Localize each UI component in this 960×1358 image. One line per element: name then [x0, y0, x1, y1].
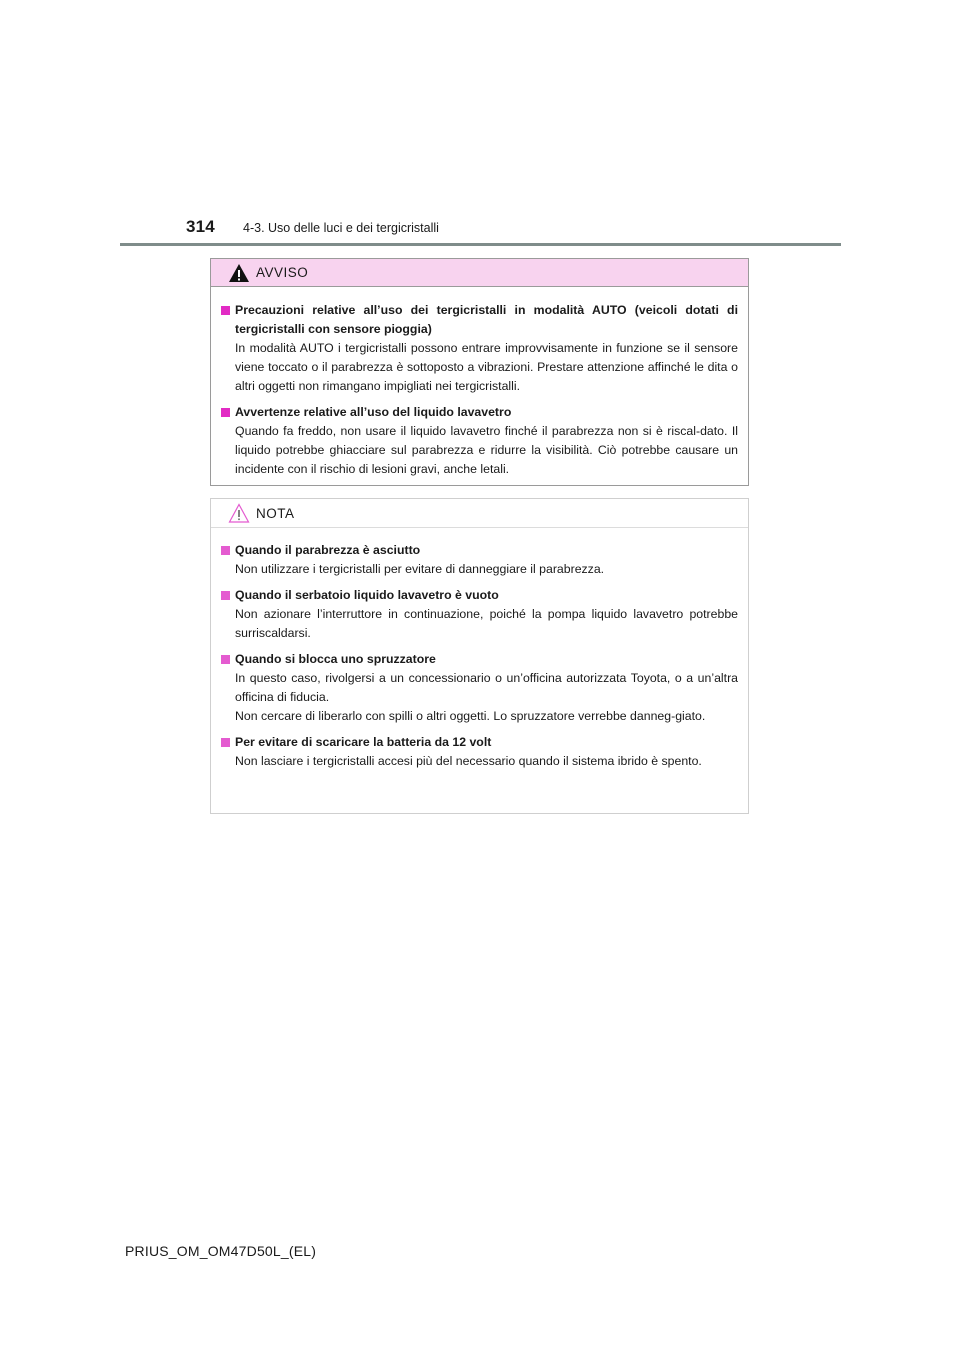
list-item: [219, 541, 738, 579]
item-text: Non utilizzare i tergicristalli per evitare di danneggiare il parabrezza.: [235, 562, 605, 576]
square-bullet-icon: [221, 738, 230, 747]
warning-box-header: [211, 259, 748, 287]
item-text-para: In questo caso, rivolgersi a un concessionario o un’officina autorizzata Toyota, o a un’altra officina di fiducia.: [235, 671, 738, 704]
header-divider: [120, 243, 841, 246]
item-heading: Per evitare di scaricare la batteria da 12 volt: [235, 735, 492, 749]
list-item: [219, 403, 738, 479]
item-text: Non lasciare i tergicristalli accesi più del necessario quando il sistema ibrido è spento.: [235, 754, 702, 768]
document-code: PRIUS_OM_OM47D50L_(EL): [125, 1243, 317, 1259]
item-heading: Quando il parabrezza è asciutto: [235, 543, 421, 557]
item-heading: Avvertenze relative all’uso del liquido lavavetro: [235, 405, 512, 419]
item-heading: Precauzioni relative all’uso dei tergicristalli in modalità AUTO (veicoli dotati di tergicristalli con sensore pioggia): [235, 303, 738, 336]
item-text: Non azionare l’interruttore in continuazione, poiché la pompa liquido lavavetro potrebbe surriscaldarsi.: [235, 607, 738, 640]
caution-triangle-icon: [228, 503, 250, 523]
item-text: [219, 669, 738, 726]
square-bullet-icon: [221, 408, 230, 417]
section-title: 4-3. Uso delle luci e dei tergicristalli: [243, 221, 439, 235]
square-bullet-icon: [221, 546, 230, 555]
list-item: [219, 586, 738, 643]
note-box-title: NOTA: [256, 505, 295, 521]
list-item: [219, 301, 738, 396]
item-text: Quando fa freddo, non usare il liquido lavavetro finché il parabrezza non si è riscal-dato. Il liquido potrebbe ghiacciare sul parabrezza e ridurre la visibilità. Ciò potrebbe causare un incidente con il rischio di lesioni gravi, anche letali.: [235, 424, 738, 476]
item-text: In modalità AUTO i tergicristalli possono entrare improvvisamente in funzione se il sensore viene toccato o il parabrezza è sottoposto a vibrazioni. Prestare attenzione affinché le dita o altri oggetti non rimangano impigliati nei tergicristalli.: [235, 341, 738, 393]
note-box: [210, 498, 749, 814]
page-number: 314: [186, 217, 215, 236]
note-box-body: [211, 528, 748, 771]
item-heading: Quando il serbatoio liquido lavavetro è vuoto: [235, 588, 499, 602]
warning-box: [210, 258, 749, 486]
square-bullet-icon: [221, 306, 230, 315]
list-item: [219, 650, 738, 726]
square-bullet-icon: [221, 591, 230, 600]
item-heading: Quando si blocca uno spruzzatore: [235, 652, 436, 666]
list-item: [219, 733, 738, 771]
square-bullet-icon: [221, 655, 230, 664]
item-text-para: Non cercare di liberarlo con spilli o altri oggetti. Lo spruzzatore verrebbe danneg-giato.: [235, 709, 706, 723]
note-box-header: [211, 499, 748, 528]
warning-box-title: AVVISO: [256, 265, 309, 280]
warning-box-body: [211, 287, 748, 479]
warning-triangle-icon: [228, 263, 250, 283]
